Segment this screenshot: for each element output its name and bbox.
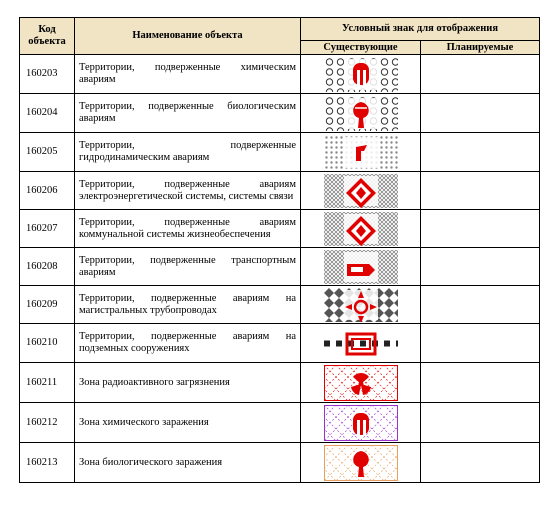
planned-symbol-cell xyxy=(421,443,540,483)
existing-symbol-cell xyxy=(301,324,421,363)
object-name: Территории, подверженные химическим авариям xyxy=(75,55,301,94)
header-code: Код объекта xyxy=(20,18,75,55)
object-code: 160203 xyxy=(20,55,75,94)
planned-symbol-cell xyxy=(421,133,540,172)
planned-symbol-cell xyxy=(421,55,540,94)
biological-zone-symbol-icon xyxy=(324,445,398,481)
existing-symbol-cell xyxy=(301,55,421,94)
planned-symbol-cell xyxy=(421,172,540,210)
table-row xyxy=(20,55,540,94)
power-system-accident-symbol-icon xyxy=(324,174,398,208)
object-name: Зона химического заражения xyxy=(75,403,301,443)
object-name: Зона радиоактивного загрязнения xyxy=(75,363,301,403)
planned-symbol-cell xyxy=(421,363,540,403)
object-code: 160204 xyxy=(20,94,75,133)
table-row xyxy=(20,324,540,363)
chemical-accident-symbol-icon xyxy=(324,57,398,92)
existing-symbol-cell xyxy=(301,443,421,483)
object-name: Территории, подверженные гидродинамическим авариям xyxy=(75,133,301,172)
object-code: 160212 xyxy=(20,403,75,443)
object-code: 160213 xyxy=(20,443,75,483)
existing-symbol-cell xyxy=(301,94,421,133)
pipeline-accident-symbol-icon xyxy=(324,288,398,322)
existing-symbol-cell xyxy=(301,286,421,324)
header-planned: Планируемые xyxy=(421,41,540,55)
object-code: 160208 xyxy=(20,248,75,286)
chemical-zone-symbol-icon xyxy=(324,405,398,441)
legend-table xyxy=(19,17,540,483)
table-row xyxy=(20,172,540,210)
object-name: Территории, подверженные авариям на подземных сооружениях xyxy=(75,324,301,363)
table-row xyxy=(20,210,540,248)
planned-symbol-cell xyxy=(421,94,540,133)
object-name: Территории, подверженные авариям электроэнергетической системы, системы связи xyxy=(75,172,301,210)
object-name: Территории, подверженные биологическим авариям xyxy=(75,94,301,133)
header-existing: Существующие xyxy=(301,41,421,55)
object-code: 160207 xyxy=(20,210,75,248)
existing-symbol-cell xyxy=(301,172,421,210)
table-row xyxy=(20,443,540,483)
object-name: Территории, подверженные транспортным авариям xyxy=(75,248,301,286)
existing-symbol-cell xyxy=(301,403,421,443)
object-code: 160206 xyxy=(20,172,75,210)
radiation-zone-symbol-icon xyxy=(324,365,398,401)
utility-accident-symbol-icon xyxy=(324,212,398,246)
transport-accident-symbol-icon xyxy=(324,250,398,284)
object-name: Территории, подверженные авариям коммунальной системы жизнеобеспечения xyxy=(75,210,301,248)
object-code: 160205 xyxy=(20,133,75,172)
existing-symbol-cell xyxy=(301,210,421,248)
existing-symbol-cell xyxy=(301,133,421,172)
header-symbol: Условный знак для отображения xyxy=(301,18,540,41)
existing-symbol-cell xyxy=(301,248,421,286)
object-name: Зона биологического заражения xyxy=(75,443,301,483)
underground-accident-symbol-icon xyxy=(324,326,398,361)
planned-symbol-cell xyxy=(421,210,540,248)
table-row xyxy=(20,286,540,324)
planned-symbol-cell xyxy=(421,248,540,286)
table-row xyxy=(20,94,540,133)
table-row xyxy=(20,133,540,172)
object-code: 160210 xyxy=(20,324,75,363)
table-row xyxy=(20,248,540,286)
biological-accident-symbol-icon xyxy=(324,96,398,131)
planned-symbol-cell xyxy=(421,403,540,443)
object-code: 160211 xyxy=(20,363,75,403)
object-code: 160209 xyxy=(20,286,75,324)
table-row xyxy=(20,403,540,443)
header-name: Наименование объекта xyxy=(75,18,301,55)
planned-symbol-cell xyxy=(421,286,540,324)
object-name: Территории, подверженные авариям на магистральных трубопроводах xyxy=(75,286,301,324)
planned-symbol-cell xyxy=(421,324,540,363)
table-row xyxy=(20,363,540,403)
hydrodynamic-accident-symbol-icon xyxy=(324,135,398,170)
existing-symbol-cell xyxy=(301,363,421,403)
